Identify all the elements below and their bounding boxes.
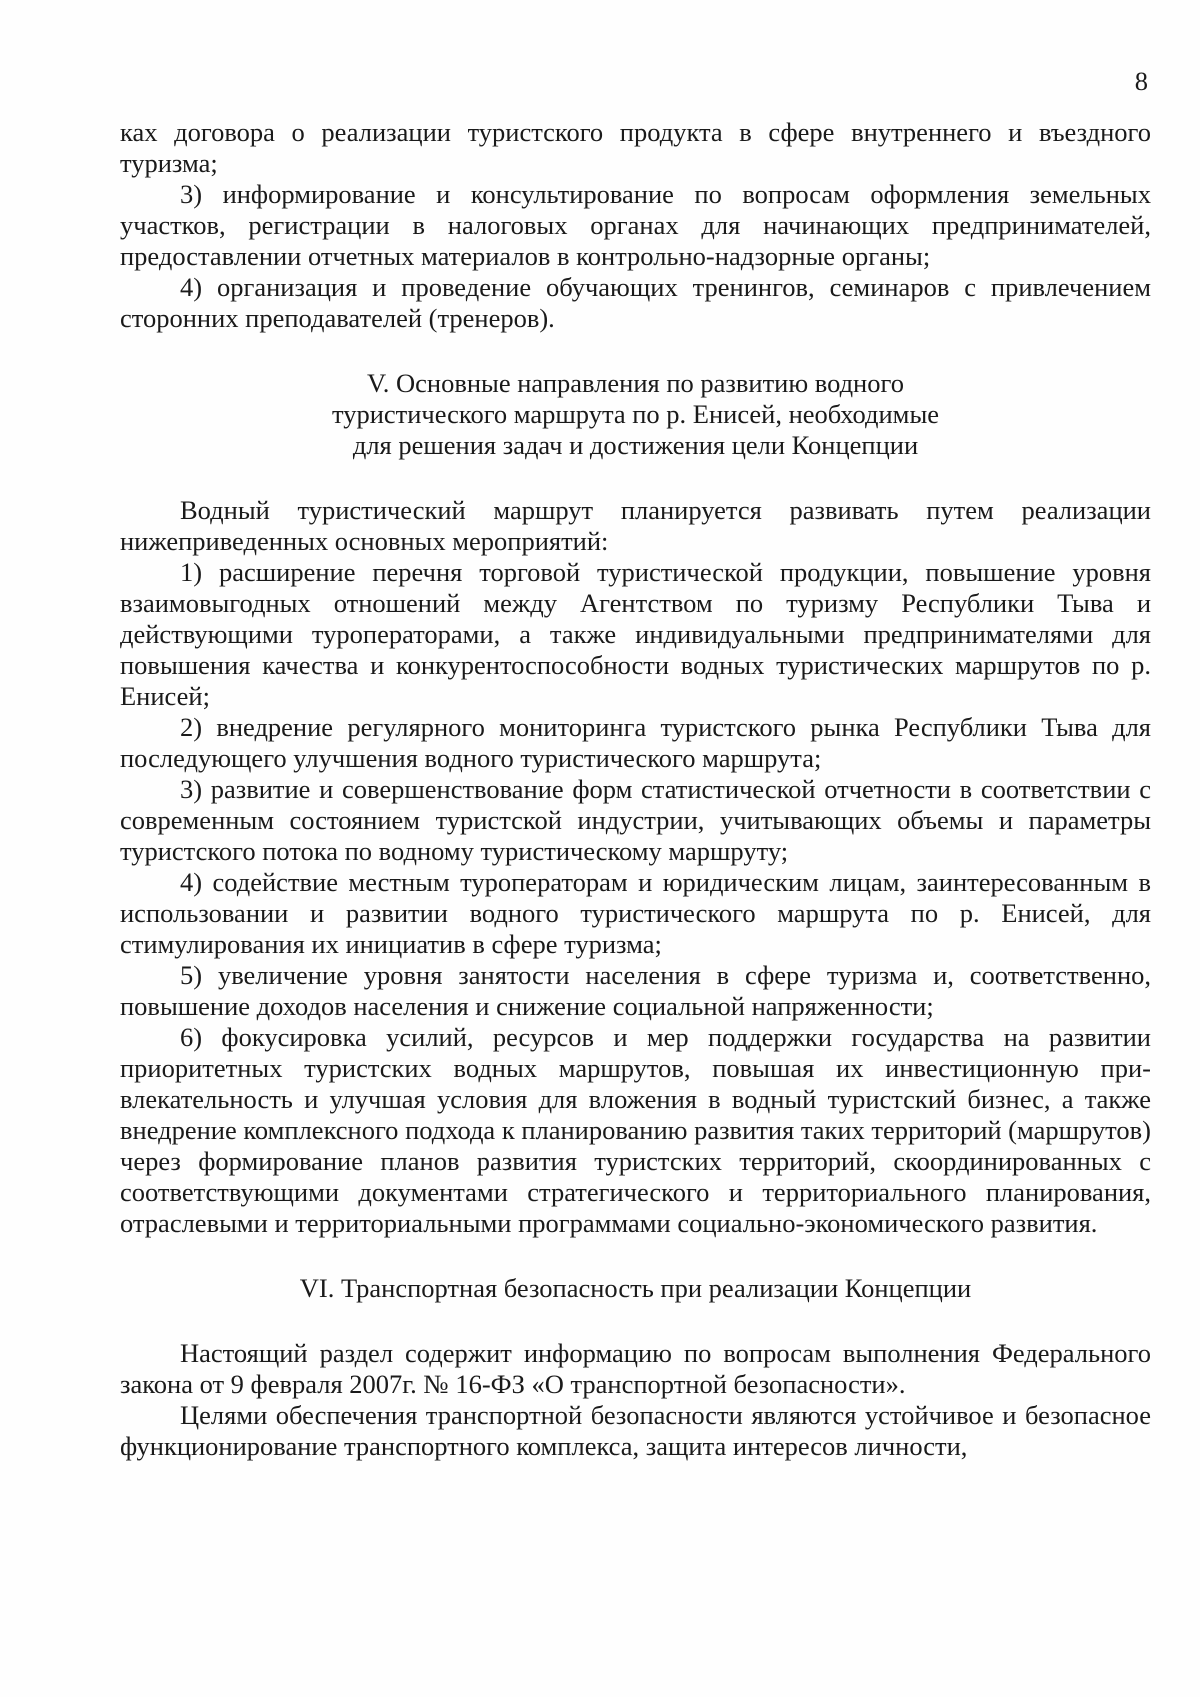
section-v-lead-paragraph: Водный туристический маршрут планируется развивать путем реализации нижеприведенных основных мероприятий: (120, 495, 1151, 556)
intro-item-4: 4) организация и проведение обучающих тренингов, семинаров с привлечением сторонних преподавателей (тренеров). (120, 272, 1151, 333)
section-v-item-4: 4) содействие местным туроператорам и юридическим лицам, заинтересованным в использовании и развитии водного туристического маршрута по р. Енисей, для стимулирования их инициатив в сфере туризма; (120, 867, 1151, 959)
section-v-item-3: 3) развитие и совершенствование форм статистической отчетности в соответствии с современным состоянием туристской индустрии, учитывающих объемы и параметры туристского потока по водному туристическому маршруту; (120, 774, 1151, 866)
page-number: 8 (1134, 66, 1148, 96)
intro-item-3: 3) информирование и консультирование по вопросам оформления земельных участков, регистрации в налоговых органах для начинающих предпринимателей, предоставлении отчетных материалов в контрольно-надзорные органы; (120, 179, 1151, 271)
section-v-item-1: 1) расширение перечня торговой туристической продукции, повышение уровня взаимовыгодных отношений между Агентством по туризму Республики Тыва и действующими туроператорами, а также индивидуальными предпринимателями для повышения качества и конкурентоспособности водных туристических маршрутов по р. Енисей; (120, 557, 1151, 711)
section-vi-paragraph-1: Настоящий раздел содержит информацию по вопросам выполнения Федерального закона от 9 февраля 2007г. № 16-ФЗ «О транспортной безопасности». (120, 1338, 1151, 1399)
section-v-heading-line-2: туристического маршрута по р. Енисей, необходимые (331, 399, 940, 429)
section-vi-heading: VI. Транспортная безопасность при реализации Концепции (299, 1273, 972, 1303)
section-v-item-2: 2) внедрение регулярного мониторинга туристского рынка Республики Тыва для последующего улучшения водного туристического маршрута; (120, 712, 1151, 773)
section-v-item-6: 6) фокусировка усилий, ресурсов и мер поддержки государства на развитии приоритетных туристских водных маршрутов, повышая их инвестиционную привлекательность и улучшая условия для вложения в водный туристский бизнес, а также внедрение комплексного подхода к планированию развития таких территорий (маршрутов) через формирование планов развития туристских территорий, скоординированных с соответствующими документами стратегического и территориального планирования, отраслевыми и территориальными программами социально-экономического развития. (120, 1022, 1151, 1238)
intro-paragraph-continuation: ках договора о реализации туристского продукта в сфере внутреннего и въездного туризма; (120, 117, 1151, 178)
section-v-heading-line-3: для решения задач и достижения цели Концепции (352, 430, 919, 460)
section-v-heading (120, 368, 1151, 461)
section-v-item-5: 5) увеличение уровня занятости населения в сфере туризма и, соответственно, повышение доходов населения и снижение социальной напряженности; (120, 960, 1151, 1021)
section-v-heading-line-1: V. Основные направления по развитию водного (367, 368, 904, 398)
section-vi-paragraph-2: Целями обеспечения транспортной безопасности являются устойчивое и безопасное функционирование транспортного комплекса, защита интересов личности, (120, 1400, 1151, 1461)
